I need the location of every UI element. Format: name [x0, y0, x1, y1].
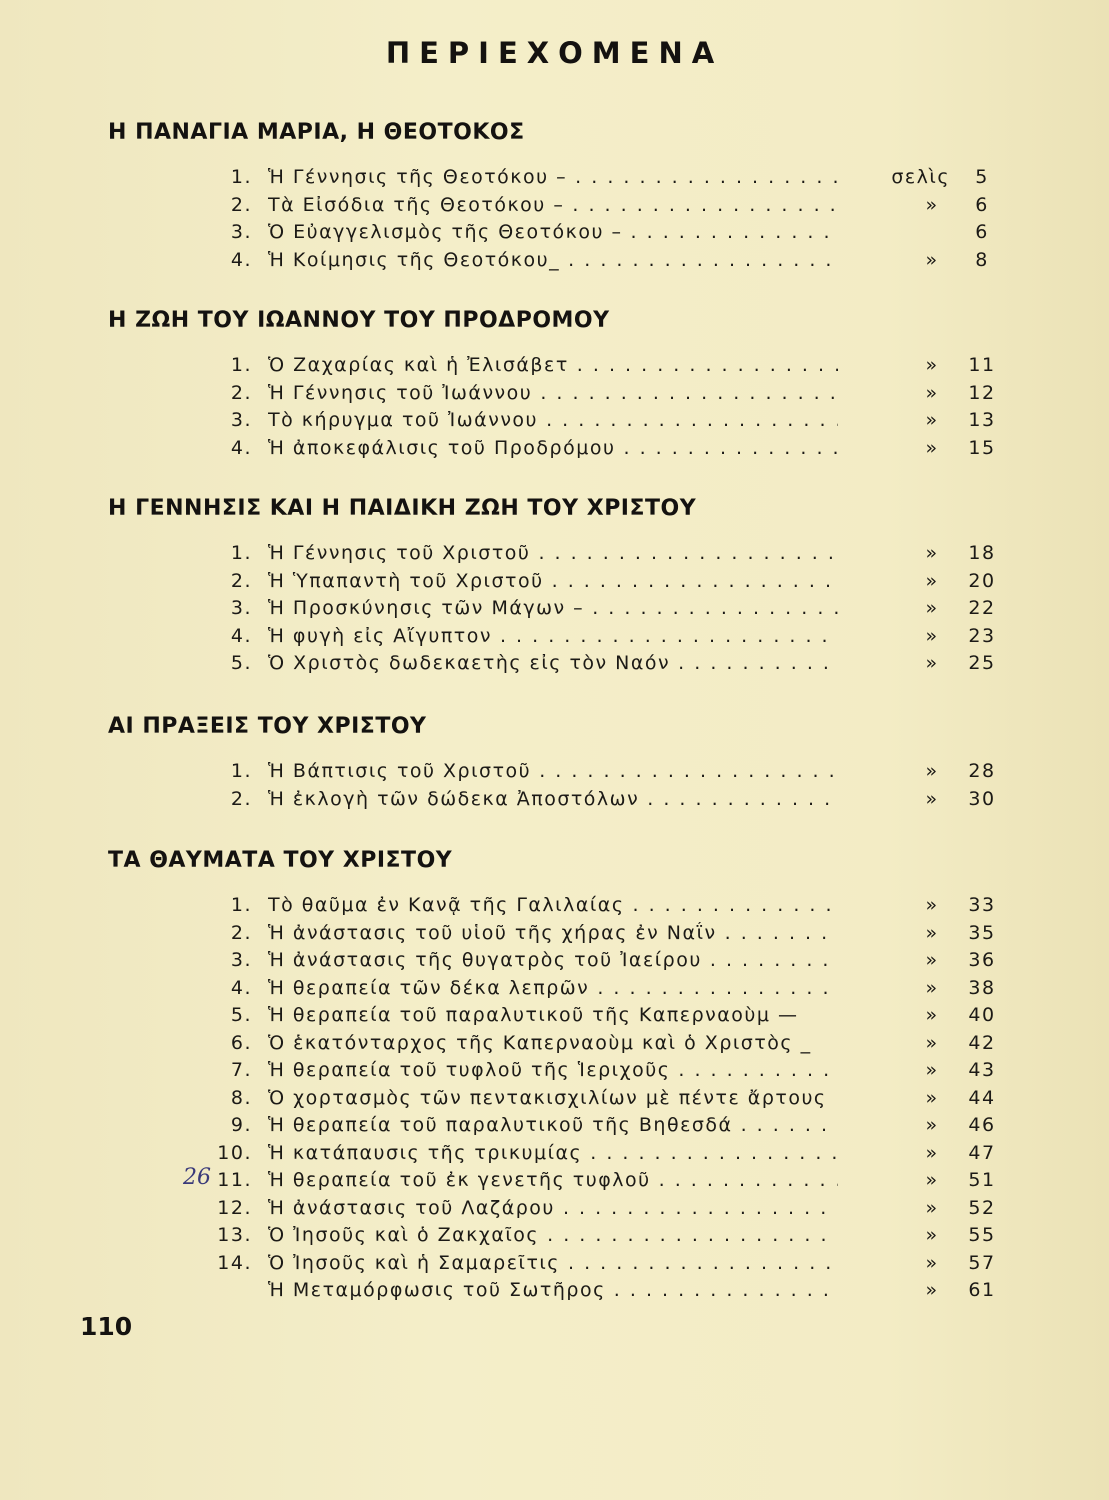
entry-page: 52	[968, 1196, 996, 1219]
section-heading: Η ΠΑΝΑΓΙΑ ΜΑΡΙΑ, Η ΘΕΟΤΟΚΟΣ	[108, 120, 525, 145]
ditto-mark: »	[925, 787, 939, 810]
entry-number: 2.	[230, 569, 252, 592]
entry-page: 18	[968, 542, 996, 564]
ditto-mark: »	[925, 409, 939, 431]
ditto-mark: »	[925, 248, 939, 271]
entry-number: 1.	[230, 166, 252, 188]
entry-page: 30	[968, 787, 996, 810]
ditto-mark: »	[925, 193, 939, 216]
ditto-mark: »	[925, 1031, 939, 1054]
handwritten-note: 26	[183, 1165, 211, 1190]
entry-page: 5	[975, 166, 989, 188]
entry-page: 12	[968, 381, 996, 404]
ditto-mark: »	[925, 1224, 939, 1246]
toc-entry	[0, 382, 1109, 410]
entry-number: 4.	[230, 976, 252, 999]
entry-title: Τὰ Εἰσόδια τῆς Θεοτόκου – . . .	[268, 194, 838, 216]
entry-number: 5.	[230, 652, 252, 674]
entry-page: 22	[968, 597, 996, 619]
entry-title: Ἡ Γέννησις τοῦ Χριστοῦ . . .	[268, 542, 838, 564]
entry-page: 57	[968, 1251, 996, 1274]
entry-title: Ἡ φυγὴ εἰς Αἴγυπτον . . .	[268, 625, 838, 647]
entry-title: Ἡ Γέννησις τῆς Θεοτόκου – . . .	[268, 166, 838, 188]
entry-number: 4.	[230, 436, 252, 459]
toc-entry	[0, 194, 1109, 222]
toc-entry	[0, 760, 1109, 788]
toc-entry	[0, 1114, 1109, 1142]
ditto-mark: »	[925, 381, 939, 404]
entry-page: 47	[968, 1141, 996, 1164]
ditto-mark: »	[925, 894, 939, 916]
toc-entry	[0, 1224, 1109, 1252]
entry-title: Ὁ Ζαχαρίας καὶ ἡ Ἐλισάβετ . . .	[268, 354, 838, 376]
ditto-mark: »	[925, 1169, 939, 1191]
toc-entry	[0, 542, 1109, 570]
ditto-mark: »	[925, 760, 939, 782]
entry-page: 25	[968, 652, 996, 674]
entry-title: Ὁ Χριστὸς δωδεκαετὴς εἰς τὸν Ναόν . . .	[268, 652, 838, 674]
ditto-mark: »	[925, 1279, 939, 1301]
toc-entry	[0, 652, 1109, 680]
entry-number: 7.	[230, 1059, 252, 1081]
entry-page: 61	[968, 1279, 996, 1301]
ditto-mark: »	[925, 1141, 939, 1164]
entry-number: 2.	[230, 381, 252, 404]
ditto-mark: »	[925, 1196, 939, 1219]
ditto-mark: »	[925, 1086, 939, 1109]
entry-title: Ὁ Ἰησοῦς καὶ ὁ Ζακχαῖος . . .	[268, 1224, 838, 1246]
toc-entry	[0, 949, 1109, 977]
toc-entry	[0, 409, 1109, 437]
ditto-mark: σελὶς	[891, 166, 950, 188]
entry-title: Ἡ κατάπαυσις τῆς τρικυμίας . . .	[268, 1142, 838, 1164]
entry-title: Ἡ ἀνάστασις τοῦ Λαζάρου . . .	[268, 1197, 838, 1219]
section-heading: ΑΙ ΠΡΑΞΕΙΣ ΤΟΥ ΧΡΙΣΤΟΥ	[108, 714, 427, 739]
entry-page: 6	[975, 193, 989, 216]
entry-page: 40	[968, 1004, 996, 1026]
ditto-mark: »	[925, 354, 939, 376]
entry-title: Ἡ ἀποκεφάλισις τοῦ Προδρόμου . . .	[268, 437, 838, 459]
entry-page: 11	[968, 354, 996, 376]
entry-page: 33	[968, 894, 996, 916]
toc-entry	[0, 788, 1109, 816]
toc-entry	[0, 249, 1109, 277]
entry-page: 44	[968, 1086, 996, 1109]
toc-entry	[0, 1142, 1109, 1170]
entry-number: 14.	[217, 1251, 252, 1274]
ditto-mark: »	[925, 921, 939, 944]
entry-title: Ἡ θεραπεία τῶν δέκα λεπρῶν . . .	[268, 977, 838, 999]
toc-entry	[0, 1059, 1109, 1087]
toc-entry	[0, 166, 1109, 194]
section-heading: ΤΑ ΘΑΥΜΑΤΑ ΤΟΥ ΧΡΙΣΤΟΥ	[108, 848, 453, 873]
toc-entry	[0, 1087, 1109, 1115]
entry-page: 55	[968, 1224, 996, 1246]
toc-entry	[0, 1004, 1109, 1032]
entry-number: 1.	[230, 760, 252, 782]
page-number: 110	[80, 1312, 133, 1341]
entry-page: 8	[975, 248, 989, 271]
entry-title: Ἡ Ὑπαπαντὴ τοῦ Χριστοῦ . . .	[268, 570, 838, 592]
ditto-mark: »	[925, 1114, 939, 1136]
entry-page: 20	[968, 569, 996, 592]
ditto-mark: »	[925, 1251, 939, 1274]
toc-entry	[0, 922, 1109, 950]
entry-title: Ἡ θεραπεία τοῦ παραλυτικοῦ τῆς Βηθεσδά . . .	[268, 1114, 838, 1136]
ditto-mark: »	[925, 624, 939, 647]
entry-number: 1.	[230, 542, 252, 564]
toc-entry	[0, 221, 1109, 249]
entry-page: 23	[968, 624, 996, 647]
ditto-mark: »	[925, 652, 939, 674]
entry-number: 12.	[217, 1196, 252, 1219]
toc-entry	[0, 1252, 1109, 1280]
ditto-mark: »	[925, 436, 939, 459]
entry-title: Ἡ ἐκλογὴ τῶν δώδεκα Ἀποστόλων . . .	[268, 788, 838, 810]
entry-number: 11.	[217, 1169, 252, 1191]
entry-title: Ἡ ἀνάστασις τῆς θυγατρὸς τοῦ Ἰαείρου . . .	[268, 949, 838, 971]
entry-number: 4.	[230, 248, 252, 271]
toc-entry	[0, 625, 1109, 653]
ditto-mark: »	[925, 569, 939, 592]
entry-title: Ἡ Προσκύνησις τῶν Μάγων – . . .	[268, 597, 838, 619]
entry-page: 35	[968, 921, 996, 944]
entry-title: Ἡ Μεταμόρφωσις τοῦ Σωτῆρος . . .	[268, 1279, 838, 1301]
entry-page: 46	[968, 1114, 996, 1136]
entry-number: 3.	[230, 409, 252, 431]
entry-title: Ἡ Γέννησις τοῦ Ἰωάννου . . .	[268, 382, 838, 404]
ditto-mark: »	[925, 542, 939, 564]
entry-number: 4.	[230, 624, 252, 647]
toc-entry	[0, 570, 1109, 598]
section-heading: Η ΖΩΗ ΤΟΥ ΙΩΑΝΝΟΥ ΤΟΥ ΠΡΟΔΡΟΜΟΥ	[108, 308, 610, 333]
toc-entry	[0, 1032, 1109, 1060]
entry-title: Τὸ κήρυγμα τοῦ Ἰωάννου . . .	[268, 409, 838, 431]
ditto-mark: »	[925, 597, 939, 619]
toc-entry	[0, 437, 1109, 465]
entry-page: 42	[968, 1031, 996, 1054]
ditto-mark: »	[925, 949, 939, 971]
entry-number: 1.	[230, 354, 252, 376]
entry-page: 38	[968, 976, 996, 999]
section-heading: Η ΓΕΝΝΗΣΙΣ ΚΑΙ Η ΠΑΙΔΙΚΗ ΖΩΗ ΤΟΥ ΧΡΙΣΤΟΥ	[108, 496, 697, 521]
toc-entry	[0, 1279, 1109, 1307]
toc-entry	[0, 354, 1109, 382]
ditto-mark: »	[925, 976, 939, 999]
ditto-mark: »	[925, 1004, 939, 1026]
page-title: ΠΕΡΙΕΧΟΜΕΝΑ	[385, 36, 724, 70]
entry-number: 6.	[230, 1031, 252, 1054]
entry-number: 2.	[230, 193, 252, 216]
entry-title: Ἡ θεραπεία τοῦ ἐκ γενετῆς τυφλοῦ . . .	[268, 1169, 838, 1191]
entry-title: Ἡ Βάπτισις τοῦ Χριστοῦ . . .	[268, 760, 838, 782]
entry-number: 3.	[230, 597, 252, 619]
entry-title: Ἡ ἀνάστασις τοῦ υἱοῦ τῆς χήρας ἐν Ναΐν . . .	[268, 922, 838, 944]
entry-number: 2.	[230, 787, 252, 810]
toc-entry	[0, 597, 1109, 625]
entry-title: Ὁ Εὐαγγελισμὸς τῆς Θεοτόκου – . . .	[268, 221, 838, 243]
entry-page: 6	[975, 221, 989, 243]
entry-page: 15	[968, 436, 996, 459]
entry-page: 43	[968, 1059, 996, 1081]
entry-number: 10.	[217, 1141, 252, 1164]
toc-entry	[0, 894, 1109, 922]
toc-entry	[0, 1169, 1109, 1197]
toc-entry	[0, 1197, 1109, 1225]
entry-title: Ὁ Ἰησοῦς καὶ ἡ Σαμαρεῖτις . . .	[268, 1252, 838, 1274]
entry-title: Ἡ θεραπεία τοῦ παραλυτικοῦ τῆς Καπερναοὺμ —	[268, 1004, 799, 1026]
entry-title: Ὁ χορτασμὸς τῶν πεντακισχιλίων μὲ πέντε ἄρτους	[268, 1086, 827, 1109]
entry-title: Ὁ ἑκατόνταρχος τῆς Καπερναοὺμ καὶ ὁ Χριστὸς _	[268, 1031, 812, 1054]
entry-number: 5.	[230, 1004, 252, 1026]
entry-number: 9.	[230, 1114, 252, 1136]
entry-number: 1.	[230, 894, 252, 916]
ditto-mark: »	[925, 1059, 939, 1081]
entry-page: 51	[968, 1169, 996, 1191]
entry-number: 3.	[230, 221, 252, 243]
entry-number: 13.	[217, 1224, 252, 1246]
entry-page: 36	[968, 949, 996, 971]
entry-number: 8.	[230, 1086, 252, 1109]
entry-title: Τὸ θαῦμα ἐν Κανᾷ τῆς Γαλιλαίας . . .	[268, 894, 838, 916]
entry-page: 13	[968, 409, 996, 431]
toc-entry	[0, 977, 1109, 1005]
entry-title: Ἡ Κοίμησις τῆς Θεοτόκου_ . . .	[268, 249, 838, 271]
entry-number: 3.	[230, 949, 252, 971]
entry-number: 2.	[230, 921, 252, 944]
entry-page: 28	[968, 760, 996, 782]
entry-title: Ἡ θεραπεία τοῦ τυφλοῦ τῆς Ἱεριχοῦς . . .	[268, 1059, 838, 1081]
